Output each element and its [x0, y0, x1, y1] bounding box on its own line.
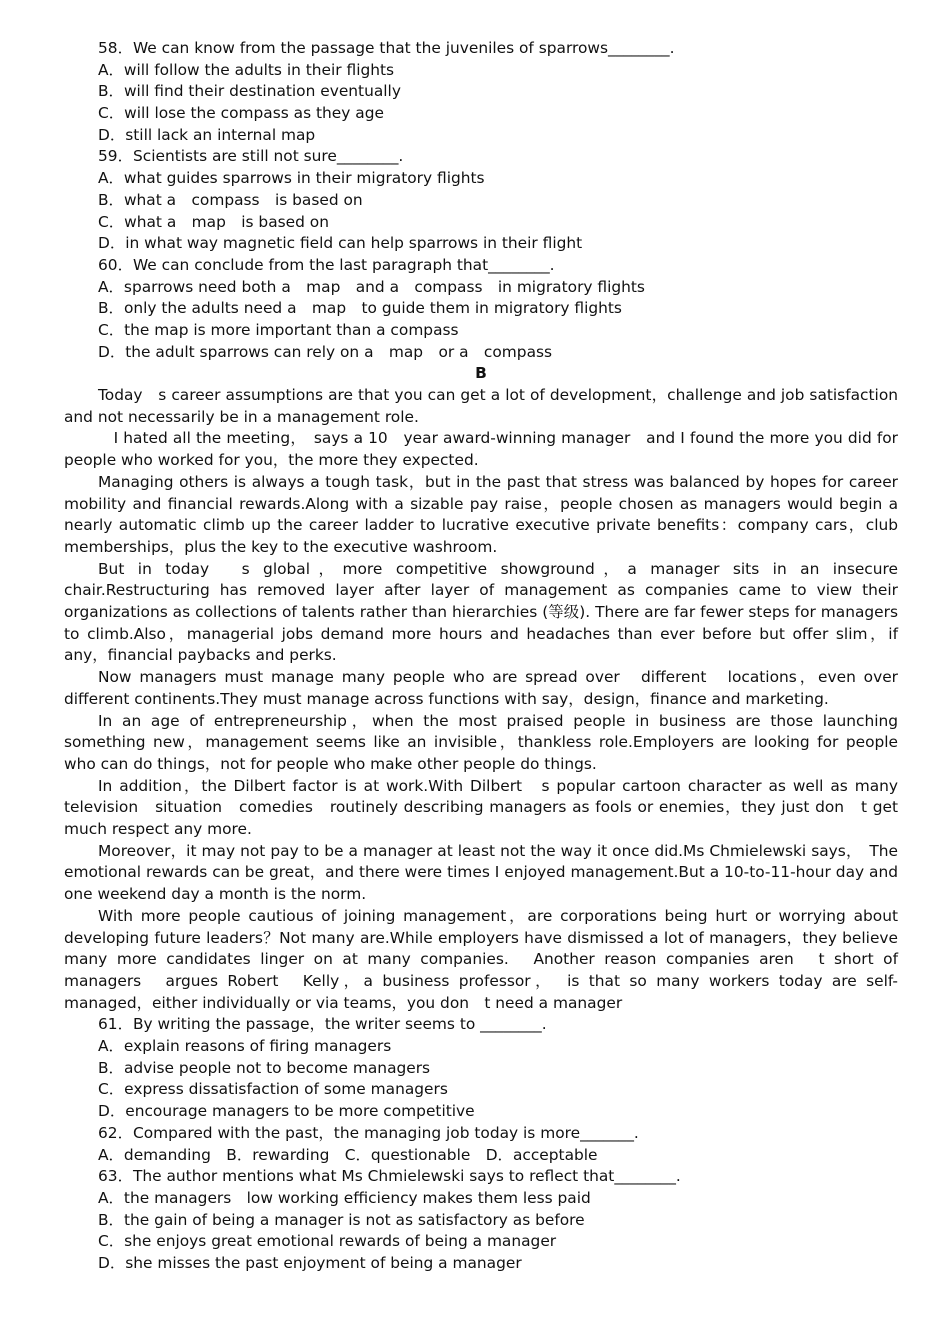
question-stem: 62．Compared with the past，the managing job today is more_______. — [98, 1123, 639, 1142]
question-59 — [64, 146, 898, 254]
question-stem: 60．We can conclude from the last paragraph that________. — [98, 255, 555, 274]
passage — [64, 385, 914, 1014]
option-d: D．the adult sparrows can rely on a map or a compass — [98, 342, 553, 361]
option-d: D．encourage managers to be more competitive — [98, 1102, 475, 1121]
option-a: A．what guides sparrows in their migratory flights — [98, 169, 485, 188]
option-d: D．in what way magnetic field can help sparrows in their flight — [98, 234, 583, 253]
section-heading: B — [475, 364, 487, 383]
option-b: B．will find their destination eventually — [98, 82, 401, 101]
passage-paragraph: Today s career assumptions are that you can get a lot of development，challenge and job satisfaction and not necessarily be in a management role. — [64, 386, 898, 426]
option-c: C．the map is more important than a compass — [98, 320, 459, 339]
option-c: C．express dissatisfaction of some managers — [98, 1080, 448, 1099]
option-a: A．the managers low working efficiency makes them less paid — [98, 1188, 591, 1207]
question-58 — [64, 38, 898, 146]
passage-paragraph: In addition，the Dilbert factor is at work.With Dilbert s popular cartoon character as well as many television situation comedies routinely describing managers as fools or enemies，they just don t get much respect any more. — [64, 776, 898, 839]
option-d: D．still lack an internal map — [98, 125, 316, 144]
passage-paragraph: Now managers must manage many people who are spread over different locations，even over different continents.They must manage across functions with say，design，finance and marketing. — [64, 668, 914, 708]
question-stem: 63．The author mentions what Ms Chmielewski says to reflect that________. — [98, 1167, 681, 1186]
option-b: B．only the adults need a map to guide them in migratory flights — [98, 299, 622, 318]
option-a: A．will follow the adults in their flights — [98, 60, 395, 79]
question-stem: 61．By writing the passage，the writer seems to ________. — [98, 1015, 547, 1034]
option-c: C．she enjoys great emotional rewards of being a manager — [98, 1232, 557, 1251]
option-b: B．what a compass is based on — [98, 190, 363, 209]
exam-page — [64, 38, 914, 1275]
question-stem: 58．We can know from the passage that the juveniles of sparrows________. — [98, 39, 675, 57]
question-62 — [64, 1123, 898, 1166]
options-line: A．demanding B．rewarding C．questionable D．acceptable — [98, 1145, 598, 1164]
passage-paragraph: Moreover，it may not pay to be a manager at least not the way it once did.Ms Chmielewski says， The emotional rewards can be great，and there were times I enjoyed management.But a 10-to-11-hour day and one weekend day a month is the norm. — [64, 841, 898, 904]
question-61 — [64, 1014, 898, 1122]
question-stem: 59．Scientists are still not sure________. — [98, 147, 404, 166]
option-c: C．what a map is based on — [98, 212, 329, 231]
passage-paragraph: I hated all the meeting， says a 10 year award-winning manager and I found the more you did for people who worked for you，the more they expected. — [64, 429, 898, 470]
option-b: B．advise people not to become managers — [98, 1058, 431, 1077]
question-63 — [64, 1166, 898, 1274]
option-c: C．will lose the compass as they age — [98, 104, 384, 123]
passage-paragraph: In an age of entrepreneurship，when the most praised people in business are those launching something new，management seems like an invisible，thankless role.Employers are looking for people who can do things，not for people who make other people do things. — [64, 711, 898, 773]
option-b: B．the gain of being a manager is not as satisfactory as before — [98, 1210, 585, 1229]
passage-paragraph: With more people cautious of joining management，are corporations being hurt or worrying about developing future leaders？Not many are.While employers have dismissed a lot of managers，they believe many more candidates linger on at many companies. Another reason companies aren t short of managers argues Robert Kelly，a business professor， is that so many workers today are self-managed，either individually or via teams，you don t need a manager — [64, 906, 898, 1012]
option-a: A．sparrows need both a map and a compass in migratory flights — [98, 277, 645, 296]
passage-paragraph: But in today s global，more competitive showground，a manager sits in an insecure chair.Restructuring has removed layer after layer of management as companies came to view their organizations as collections of talents rather than hierarchies (等级). There are far fewer steps for managers to climb.Also，managerial jobs demand more hours and headaches than ever before but offer slim，if any，financial paybacks and perks. — [64, 559, 898, 665]
option-a: A．explain reasons of firing managers — [98, 1037, 392, 1056]
question-60 — [64, 255, 898, 363]
passage-paragraph: Managing others is always a tough task，but in the past that stress was balanced by hopes for career mobility and financial rewards.Along with a sizable pay raise，people chosen as managers would begin a nearly automatic climb up the career ladder to lucrative executive private benefits：company cars，club memberships，plus the key to the executive washroom. — [64, 472, 898, 556]
option-d: D．she misses the past enjoyment of being a manager — [98, 1253, 522, 1272]
